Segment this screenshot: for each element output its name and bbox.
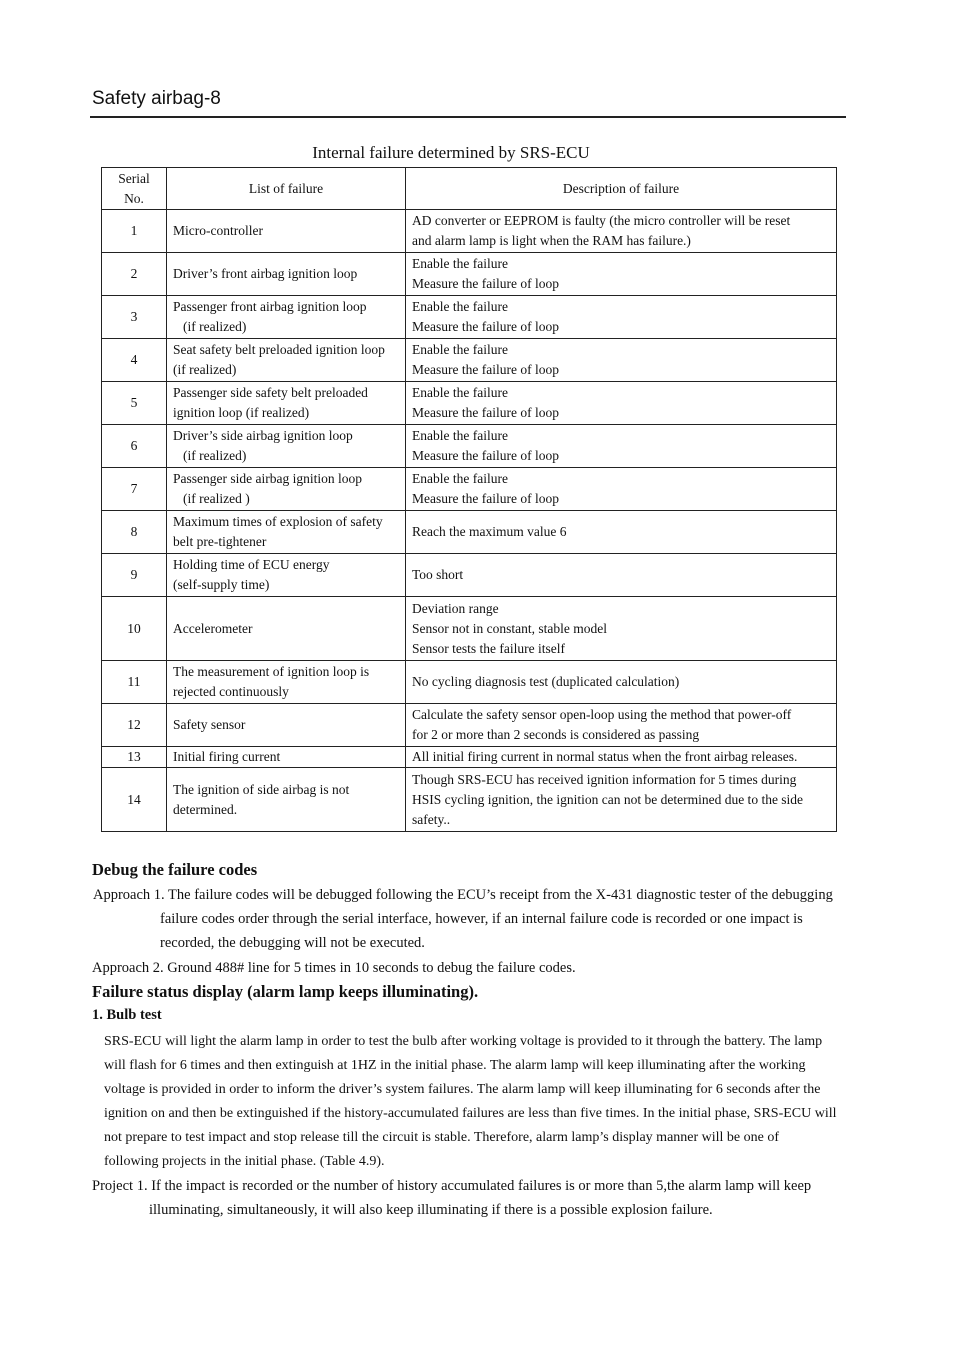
description-cell: Enable the failure Measure the failure of loop: [406, 425, 837, 468]
description-cell: Deviation range Sensor not in constant, stable model Sensor tests the failure itself: [406, 597, 837, 661]
table-row: [102, 210, 837, 253]
approach-1: Approach 1. The failure codes will be debugged following the ECU’s receipt from the X-431 diagnostic tester of the debugging failure codes order through the serial interface, however, if an internal failure code is recorded or one impact is recorded, the debugging will not be executed.: [93, 887, 833, 951]
bulb-test-paragraph: SRS-ECU will light the alarm lamp in order to test the bulb after working voltage is provided to it through the battery. The lamp will flash for 6 times and then extinguish at 1HZ in the initial phase. The alarm lamp will keep illuminating after the working voltage is provided in order to inform the driver’s system failures. The alarm lamp will keep illuminating for 6 seconds after the ignition on and then be extinguished if the history-accumulated failures are less than five times. In the initial phase, SRS-ECU will not prepare to test impact and stop release till the circuit is stable. Therefore, alarm lamp’s display manner will be one of following projects in the initial phase. (Table 4.9).: [104, 1034, 837, 1169]
debug-heading: Debug the failure codes: [92, 860, 258, 879]
table-row: [102, 597, 837, 661]
table-row: [102, 704, 837, 747]
failure-cell: Driver’s side airbag ignition loop (if realized): [167, 425, 406, 468]
serial-cell: 9: [102, 554, 167, 597]
failure-cell: The ignition of side airbag is not determined.: [167, 768, 406, 832]
serial-cell: 4: [102, 339, 167, 382]
status-heading: Failure status display (alarm lamp keeps illuminating).: [92, 982, 479, 1001]
failure-cell: Initial firing current: [167, 747, 406, 768]
failure-cell: Driver’s front airbag ignition loop: [167, 253, 406, 296]
serial-cell: 13: [102, 747, 167, 768]
table-row: [102, 468, 837, 511]
description-cell: Though SRS-ECU has received ignition information for 5 times during HSIS cycling ignition, the ignition can not be determined due to the side safety..: [406, 768, 837, 832]
column-header-serial: Serial No.: [102, 168, 167, 210]
table-row: [102, 661, 837, 704]
serial-cell: 5: [102, 382, 167, 425]
table-row: [102, 382, 837, 425]
table-row: [102, 425, 837, 468]
failure-cell: Maximum times of explosion of safety belt pre-tightener: [167, 511, 406, 554]
table-row: [102, 253, 837, 296]
description-cell: Enable the failure Measure the failure of loop: [406, 296, 837, 339]
description-cell: Calculate the safety sensor open-loop using the method that power-off for 2 or more than 2 seconds is considered as passing: [406, 704, 837, 747]
failure-cell: Micro-controller: [167, 210, 406, 253]
failure-cell: Passenger front airbag ignition loop (if realized): [167, 296, 406, 339]
serial-cell: 1: [102, 210, 167, 253]
column-header-description: Description of failure: [406, 168, 837, 210]
failure-cell: Seat safety belt preloaded ignition loop (if realized): [167, 339, 406, 382]
serial-cell: 3: [102, 296, 167, 339]
failure-cell: The measurement of ignition loop is rejected continuously: [167, 661, 406, 704]
table-row: [102, 554, 837, 597]
header-rule: [90, 116, 846, 118]
failure-cell: Passenger side airbag ignition loop (if realized ): [167, 468, 406, 511]
bulb-test-heading: 1. Bulb test: [92, 1007, 162, 1023]
description-cell: Too short: [406, 554, 837, 597]
table-row: [102, 747, 837, 768]
failure-cell: Safety sensor: [167, 704, 406, 747]
description-cell: Enable the failure Measure the failure of loop: [406, 339, 837, 382]
column-header-failure: List of failure: [167, 168, 406, 210]
table-row: [102, 511, 837, 554]
description-cell: No cycling diagnosis test (duplicated calculation): [406, 661, 837, 704]
serial-cell: 10: [102, 597, 167, 661]
serial-cell: 12: [102, 704, 167, 747]
serial-cell: 6: [102, 425, 167, 468]
description-cell: Enable the failure Measure the failure of loop: [406, 468, 837, 511]
table-row: [102, 296, 837, 339]
table-caption: Internal failure determined by SRS-ECU: [312, 143, 590, 162]
serial-cell: 14: [102, 768, 167, 832]
serial-cell: 2: [102, 253, 167, 296]
project-1: Project 1. If the impact is recorded or the number of history accumulated failures is or more than 5,the alarm lamp will keep illuminating, simultaneously, it will also keep illuminating if there is a possible explosion failure.: [92, 1178, 812, 1218]
failure-cell: Passenger side safety belt preloaded ignition loop (if realized): [167, 382, 406, 425]
serial-cell: 7: [102, 468, 167, 511]
failure-table: [101, 167, 837, 832]
table-row: [102, 768, 837, 832]
table-row: [102, 339, 837, 382]
description-cell: All initial firing current in normal status when the front airbag releases.: [406, 747, 837, 768]
description-cell: Enable the failure Measure the failure of loop: [406, 382, 837, 425]
serial-cell: 8: [102, 511, 167, 554]
description-cell: Reach the maximum value 6: [406, 511, 837, 554]
page-header-title: Safety airbag-8: [92, 88, 221, 109]
approach-2: Approach 2. Ground 488# line for 5 times in 10 seconds to debug the failure codes.: [92, 960, 576, 976]
description-cell: AD converter or EEPROM is faulty (the micro controller will be reset and alarm lamp is light when the RAM has failure.): [406, 210, 837, 253]
failure-cell: Accelerometer: [167, 597, 406, 661]
serial-cell: 11: [102, 661, 167, 704]
failure-cell: Holding time of ECU energy (self-supply time): [167, 554, 406, 597]
description-cell: Enable the failure Measure the failure of loop: [406, 253, 837, 296]
